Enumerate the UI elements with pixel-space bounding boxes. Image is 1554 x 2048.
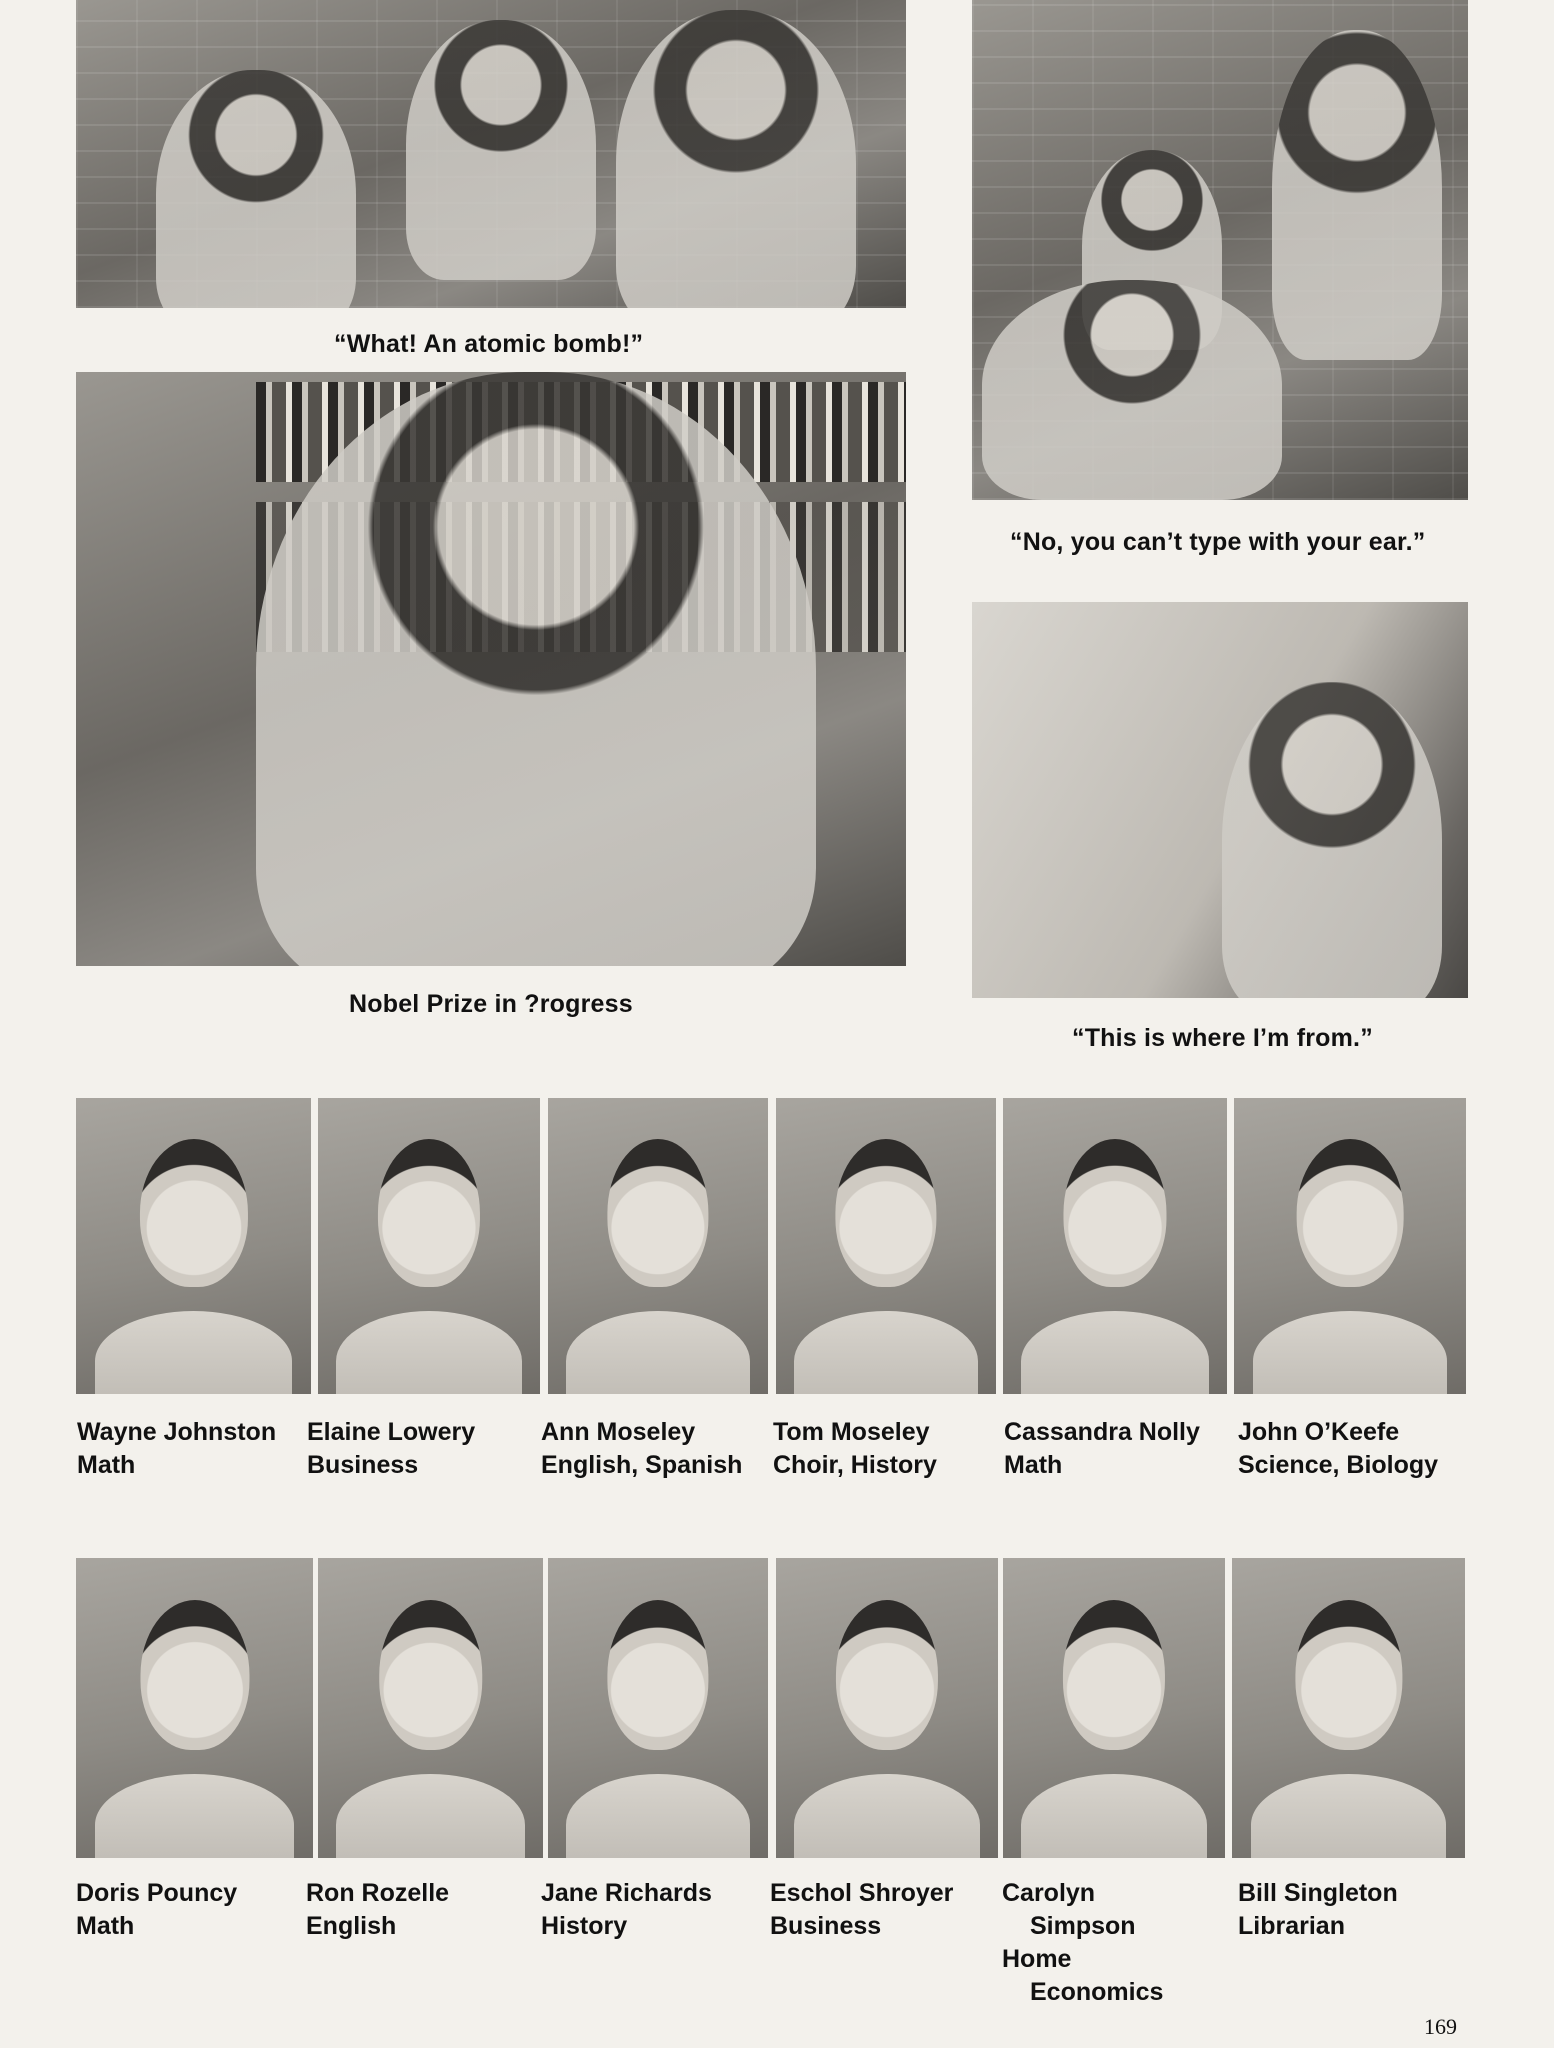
faculty-name: Ron Rozelle bbox=[306, 1879, 450, 1907]
faculty-subject: Business bbox=[307, 1451, 419, 1479]
caption-atomic-bomb: “What! An atomic bomb!” bbox=[334, 330, 644, 358]
caption-typing: “No, you can’t type with your ear.” bbox=[1010, 528, 1426, 556]
faculty-entry bbox=[306, 1877, 449, 1943]
faculty-name: Carolyn bbox=[1002, 1879, 1096, 1907]
faculty-subject: Math bbox=[1004, 1451, 1063, 1479]
photo-atomic-bomb bbox=[76, 0, 906, 308]
faculty-name: Tom Moseley bbox=[773, 1418, 930, 1446]
portrait-elaine-lowery bbox=[318, 1098, 540, 1394]
faculty-subject: Librarian bbox=[1238, 1912, 1345, 1940]
faculty-entry bbox=[1238, 1416, 1438, 1482]
portrait-ann-moseley bbox=[548, 1098, 768, 1394]
faculty-entry bbox=[1002, 1877, 1163, 2009]
faculty-subject: Math bbox=[77, 1451, 136, 1479]
faculty-subject: Math bbox=[76, 1912, 135, 1940]
faculty-name: John O’Keefe bbox=[1238, 1418, 1400, 1446]
faculty-entry bbox=[770, 1877, 953, 1943]
faculty-name: Simpson bbox=[1030, 1912, 1136, 1940]
portrait-john-okeefe bbox=[1234, 1098, 1466, 1394]
faculty-name: Eschol Shroyer bbox=[770, 1879, 954, 1907]
page-number: 169 bbox=[1424, 2014, 1457, 2039]
portrait-eschol-shroyer bbox=[776, 1558, 998, 1858]
portrait-jane-richards bbox=[548, 1558, 768, 1858]
faculty-entry bbox=[77, 1416, 276, 1482]
photo-nobel-prize bbox=[76, 372, 906, 966]
portrait-carolyn-simpson bbox=[1003, 1558, 1225, 1858]
faculty-subject: History bbox=[541, 1912, 628, 1940]
photo-map bbox=[972, 602, 1468, 998]
faculty-entry bbox=[1238, 1877, 1398, 1943]
faculty-name: Doris Pouncy bbox=[76, 1879, 238, 1907]
portrait-bill-singleton bbox=[1232, 1558, 1465, 1858]
faculty-entry bbox=[1004, 1416, 1200, 1482]
faculty-name: Cassandra Nolly bbox=[1004, 1418, 1200, 1446]
faculty-entry bbox=[307, 1416, 475, 1482]
faculty-subject: Economics bbox=[1030, 1978, 1164, 2006]
faculty-name: Wayne Johnston bbox=[77, 1418, 277, 1446]
faculty-entry bbox=[76, 1877, 237, 1943]
faculty-entry bbox=[773, 1416, 937, 1482]
portrait-ron-rozelle bbox=[318, 1558, 543, 1858]
faculty-subject: Business bbox=[770, 1912, 882, 1940]
faculty-entry bbox=[541, 1877, 712, 1943]
faculty-name: Bill Singleton bbox=[1238, 1879, 1398, 1907]
faculty-subject: English bbox=[306, 1912, 397, 1940]
faculty-subject: English, Spanish bbox=[541, 1451, 743, 1479]
portrait-wayne-johnston bbox=[76, 1098, 311, 1394]
faculty-subject: Science, Biology bbox=[1238, 1451, 1439, 1479]
faculty-name: Elaine Lowery bbox=[307, 1418, 476, 1446]
portrait-cassandra-nolly bbox=[1003, 1098, 1227, 1394]
faculty-name: Jane Richards bbox=[541, 1879, 712, 1907]
faculty-subject: Choir, History bbox=[773, 1451, 937, 1479]
faculty-name: Ann Moseley bbox=[541, 1418, 696, 1446]
caption-nobel-prize: Nobel Prize in ?rogress bbox=[349, 990, 633, 1018]
faculty-subject: Home bbox=[1002, 1945, 1072, 1973]
portrait-doris-pouncy bbox=[76, 1558, 313, 1858]
photo-typing-class bbox=[972, 0, 1468, 500]
caption-where-from: “This is where I’m from.” bbox=[1072, 1024, 1373, 1052]
faculty-entry bbox=[541, 1416, 742, 1482]
portrait-tom-moseley bbox=[776, 1098, 996, 1394]
